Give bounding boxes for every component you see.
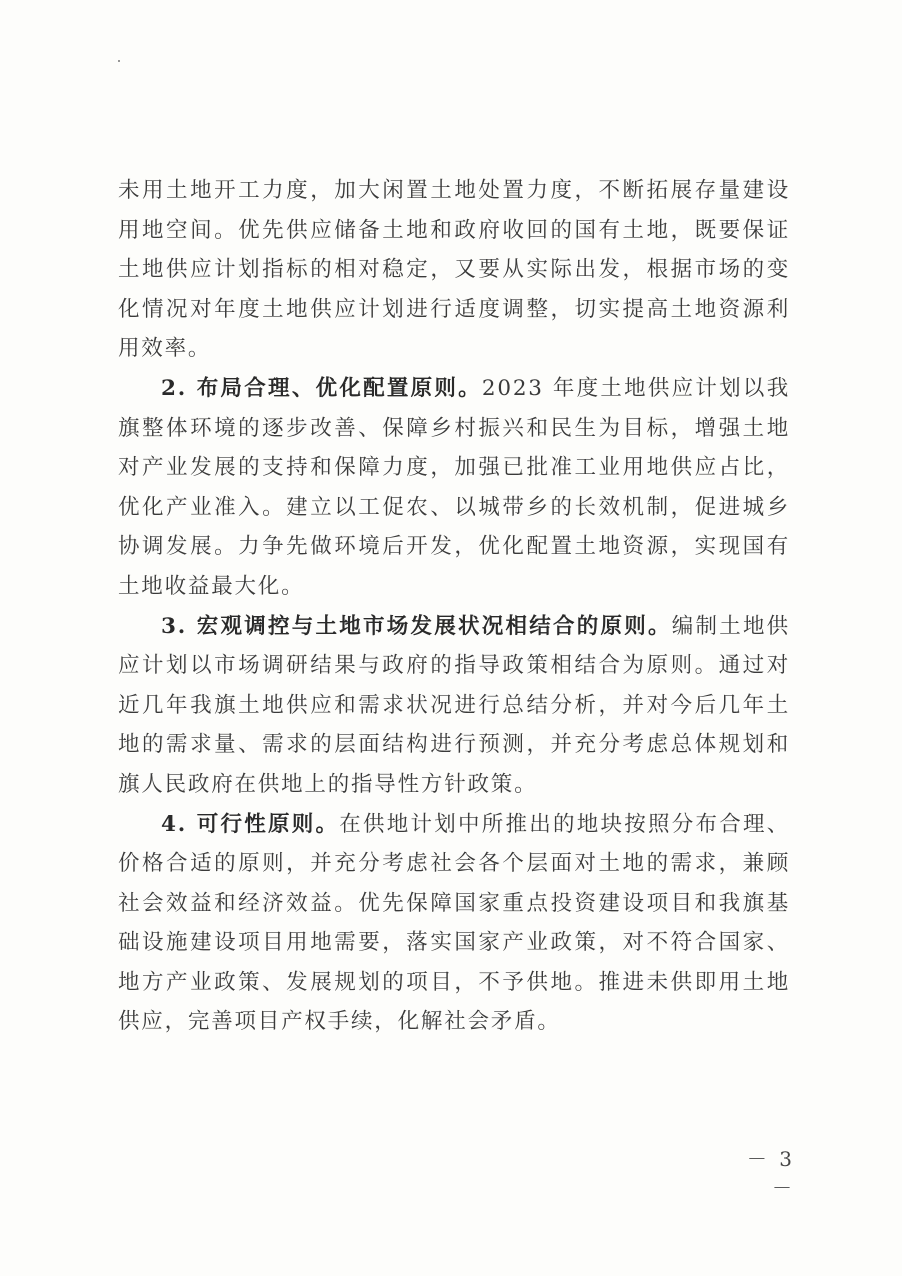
paragraph-3-heading: 3. 宏观调控与土地市场发展状况相结合的原则。 (161, 613, 672, 639)
paragraph-2-heading: 2. 布局合理、优化配置原则。 (161, 375, 482, 401)
paragraph-principle-2 (118, 369, 790, 607)
paragraph-3-text: 编制土地供应计划以市场调研结果与政府的指导政策相结合为原则。通过对近几年我旗土地供应和需求状况进行总结分析，并对今后几年土地的需求量、需求的层面结构进行预测，并充分考虑总体规划和旗人民政府在供地上的指导性方针政策。 (118, 613, 790, 797)
document-body (118, 171, 790, 1042)
paragraph-2-text: 2023 年度土地供应计划以我旗整体环境的逐步改善、保障乡村振兴和民生为目标，增强土地对产业发展的支持和保障力度，加强已批准工业用地供应占比，优化产业准入。建立以工促农、以城带乡的长效机制，促进城乡协调发展。力争先做环境后开发，优化配置土地资源，实现国有土地收益最大化。 (118, 375, 790, 599)
page-number: － 3 － (746, 1147, 795, 1200)
paragraph-principle-4 (118, 805, 790, 1043)
paragraph-1-text: 未用土地开工力度，加大闲置土地处置力度，不断拓展存量建设用地空间。优先供应储备土地和政府收回的国有土地，既要保证土地供应计划指标的相对稳定，又要从实际出发，根据市场的变化情况对年度土地供应计划进行适度调整，切实提高土地资源利用效率。 (118, 178, 790, 362)
paragraph-4-heading: 4. 可行性原则。 (161, 811, 340, 837)
paragraph-principle-3 (118, 607, 790, 805)
paragraph-continuation (118, 171, 790, 369)
paragraph-4-text: 在供地计划中所推出的地块按照分布合理、价格合适的原则，并充分考虑社会各个层面对土地的需求，兼顾社会效益和经济效益。优先保障国家重点投资建设项目和我旗基础设施建设项目用地需要，落实国家产业政策，对不符合国家、地方产业政策、发展规划的项目，不予供地。推进未供即用土地供应，完善项目产权手续，化解社会矛盾。 (118, 811, 790, 1035)
scan-speck (118, 60, 120, 62)
